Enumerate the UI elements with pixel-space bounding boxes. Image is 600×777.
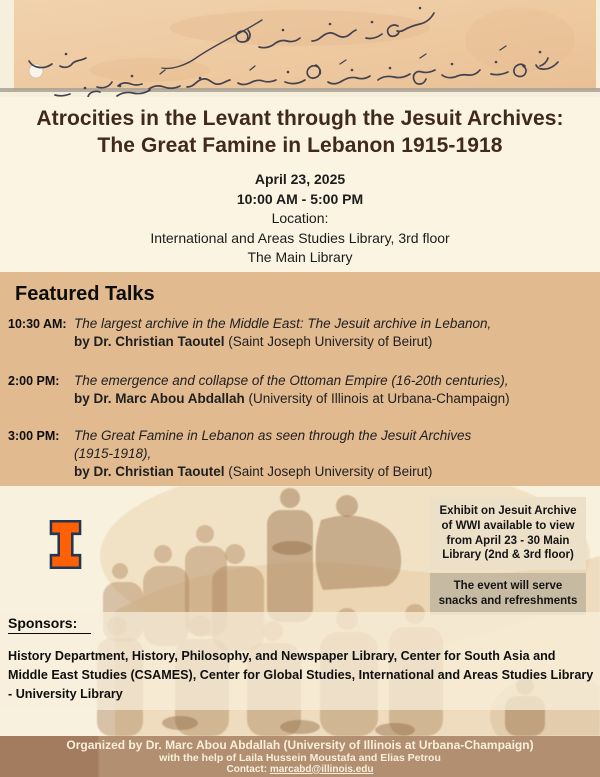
manuscript-header [0,0,600,97]
talk-affiliation: (University of Illinois at Urbana-Champaign) [244,391,510,406]
sponsors-heading: Sponsors: [8,615,91,634]
talk-speaker: by Dr. Christian Taoutel [74,464,225,479]
block-i-logo [49,519,82,570]
event-info [0,170,600,268]
sponsors-text: History Department, History, Philosophy, and Newspaper Library, Center for South Asia and Middle East Studies (CSAMES), Center for Global Studies, International and Areas Studies Library - University Library [8,649,594,701]
featured-talks-section [0,272,600,486]
location-line2: The Main Library [247,249,353,265]
location-line1: International and Areas Studies Library, 3rd floor [150,229,450,246]
event-date: April 23, 2025 [254,171,346,187]
talk-time: 2:00 PM: [8,374,60,388]
talk-speaker-line [74,390,598,408]
footer [0,736,600,777]
talk-title: The Great Famine in Lebanon as seen through the Jesuit Archives (1915-1918), [74,428,472,461]
page-title-line1: Atrocities in the Levant through the Jesuit Archives: [36,107,564,130]
event-time: 10:00 AM - 5:00 PM [236,190,364,207]
title-block [0,97,600,272]
talk-time: 3:00 PM: [8,429,60,443]
talk-speaker: by Dr. Christian Taoutel [74,334,225,349]
photo-section [0,486,600,736]
featured-talks-heading: Featured Talks [15,283,155,305]
talk-body [74,427,598,481]
talk-affiliation: (Saint Joseph University of Beirut) [224,334,433,349]
organizer-line: Organized by Dr. Marc Abou Abdallah (University of Illinois at Urbana-Champaign) [66,737,534,752]
page-title-line2: The Great Famine in Lebanon 1915-1918 [97,134,503,157]
talk-item [0,372,600,408]
talk-item [0,427,600,481]
exhibit-notice-box: Exhibit on Jesuit Archive of WWI available to view from April 23 - 30 Main Library (2nd & 3rd floor) [430,497,586,570]
location-label: Location: [271,210,329,226]
refreshments-notice-box: The event will serve snacks and refreshments [430,573,586,615]
contact-line [226,764,373,776]
talk-affiliation: (Saint Joseph University of Beirut) [224,464,433,479]
talk-time: 10:30 AM: [8,317,67,331]
talk-body [74,372,598,408]
talk-title: The largest archive in the Middle East: The Jesuit archive in Lebanon, [74,316,492,331]
email-link[interactable]: marcabd@illinois.edu [269,763,374,775]
talk-item [0,315,600,351]
talk-speaker: by Dr. Marc Abou Abdallah [74,391,245,406]
arabic-manuscript-image [0,0,600,97]
talk-body [74,315,598,351]
talk-title: The emergence and collapse of the Ottoman Empire (16-20th centuries), [74,373,509,388]
helpers-line: with the help of Laila Hussein Moustafa and Elias Petrou [159,751,441,764]
talk-speaker-line [74,463,598,481]
contact-label: Contact: [226,763,270,775]
talk-speaker-line [74,333,598,351]
